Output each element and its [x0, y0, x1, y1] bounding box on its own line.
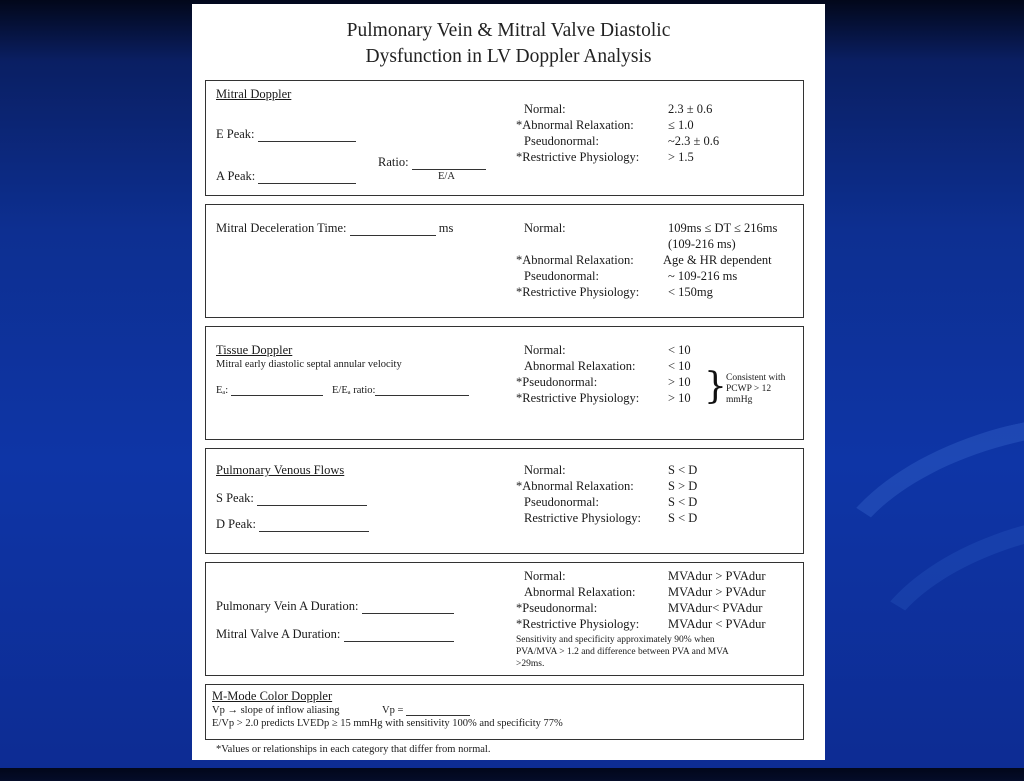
- criteria-key: Pseudonormal:: [524, 495, 599, 509]
- criteria-value: > 10: [668, 391, 691, 405]
- criteria-value: 2.3 ± 0.6: [668, 102, 713, 116]
- section-subheading: Mitral early diastolic septal annular velocity: [216, 359, 402, 370]
- a-peak-field[interactable]: A Peak:: [216, 169, 356, 184]
- ea-field[interactable]: Eₐ:: [216, 385, 323, 396]
- d-peak-field[interactable]: D Peak:: [216, 517, 369, 532]
- criteria-value: 109ms ≤ DT ≤ 216ms: [668, 221, 778, 235]
- vp-field[interactable]: Vp =: [382, 705, 470, 716]
- criteria-key: Abnormal Relaxation:: [524, 359, 636, 373]
- e-peak-field[interactable]: E Peak:: [216, 127, 356, 142]
- criteria-value: S < D: [668, 463, 698, 477]
- criteria-key: *Abnormal Relaxation:: [516, 253, 634, 267]
- section-mitral-doppler: [205, 80, 804, 196]
- section-heading: Tissue Doppler: [216, 343, 293, 357]
- criteria-value: ≤ 1.0: [668, 118, 694, 132]
- section-m-mode: [205, 684, 804, 740]
- criteria-key: *Restrictive Physiology:: [516, 150, 640, 164]
- pv-a-duration-field[interactable]: Pulmonary Vein A Duration:: [216, 599, 454, 614]
- criteria-value: MVAdur > PVAdur: [668, 585, 766, 599]
- sensitivity-note: >29ms.: [516, 659, 545, 669]
- criteria-key: *Pseudonormal:: [516, 375, 598, 389]
- criteria-key: Pseudonormal:: [524, 134, 599, 148]
- vp-line: Vp → slope of inflow aliasing: [212, 705, 340, 716]
- section-a-duration: [205, 562, 804, 676]
- deceleration-time-field[interactable]: Mitral Deceleration Time: ms: [216, 221, 454, 235]
- criteria-key: Normal:: [524, 102, 566, 116]
- criteria-key: Normal:: [524, 221, 566, 235]
- title-line-2: Dysfunction in LV Doppler Analysis: [365, 46, 652, 67]
- criteria-value: (109-216 ms): [668, 237, 736, 251]
- ev-prediction: E/Vp > 2.0 predicts LVEDp ≥ 15 mmHg with sensitivity 100% and specificity 77%: [212, 718, 563, 729]
- page-title: [192, 18, 825, 70]
- section-tissue-doppler: [205, 326, 804, 440]
- criteria-key: *Restrictive Physiology:: [516, 391, 640, 405]
- footnote: *Values or relationships in each category that differ from normal.: [216, 744, 491, 755]
- criteria-value: S < D: [668, 495, 698, 509]
- ratio-field[interactable]: Ratio:: [378, 155, 486, 170]
- criteria-key: Normal:: [524, 569, 566, 583]
- criteria-value: < 10: [668, 343, 691, 357]
- criteria-key: Restrictive Physiology:: [524, 511, 642, 525]
- mv-a-duration-field[interactable]: Mitral Valve A Duration:: [216, 627, 454, 642]
- criteria-value: MVAdur < PVAdur: [668, 617, 766, 631]
- criteria-value: S < D: [668, 511, 698, 525]
- criteria-value: Age & HR dependent: [663, 253, 772, 267]
- criteria-value: S > D: [668, 479, 698, 493]
- section-heading: Mitral Doppler: [216, 87, 292, 101]
- criteria-value: < 150mg: [668, 285, 713, 299]
- brace-note: PCWP > 12: [726, 384, 772, 394]
- criteria-key: *Pseudonormal:: [516, 601, 598, 615]
- sensitivity-note: PVA/MVA > 1.2 and difference between PVA and MVA: [516, 647, 729, 657]
- criteria-value: ~ 109-216 ms: [668, 269, 738, 283]
- criteria-value: > 10: [668, 375, 691, 389]
- criteria-value: ~2.3 ± 0.6: [668, 134, 720, 148]
- section-heading: M-Mode Color Doppler: [212, 689, 333, 703]
- section-deceleration-time: [205, 204, 804, 318]
- title-line-1: Pulmonary Vein & Mitral Valve Diastolic: [346, 20, 671, 41]
- criteria-value: MVAdur< PVAdur: [668, 601, 763, 615]
- sensitivity-note: Sensitivity and specificity approximately 90% when: [516, 635, 715, 645]
- criteria-key: Pseudonormal:: [524, 269, 599, 283]
- brace-note: Consistent with: [726, 373, 786, 383]
- brace-icon: }: [704, 366, 727, 407]
- criteria-value: > 1.5: [668, 150, 694, 164]
- brace-note: mmHg: [726, 395, 753, 405]
- criteria-key: *Restrictive Physiology:: [516, 617, 640, 631]
- s-peak-field[interactable]: S Peak:: [216, 491, 367, 506]
- criteria-key: *Abnormal Relaxation:: [516, 479, 634, 493]
- criteria-key: *Abnormal Relaxation:: [516, 118, 634, 132]
- criteria-key: Normal:: [524, 463, 566, 477]
- criteria-key: Abnormal Relaxation:: [524, 585, 636, 599]
- criteria-value: MVAdur > PVAdur: [668, 569, 766, 583]
- worksheet-page: [192, 4, 825, 760]
- e-ea-ratio-field[interactable]: E/Eₐ ratio:: [332, 385, 469, 396]
- section-pulmonary-venous-flows: [205, 448, 804, 554]
- criteria-key: Normal:: [524, 343, 566, 357]
- criteria-value: < 10: [668, 359, 691, 373]
- criteria-key: *Restrictive Physiology:: [516, 285, 640, 299]
- section-heading: Pulmonary Venous Flows: [216, 463, 345, 477]
- ea-label: E/A: [438, 171, 455, 182]
